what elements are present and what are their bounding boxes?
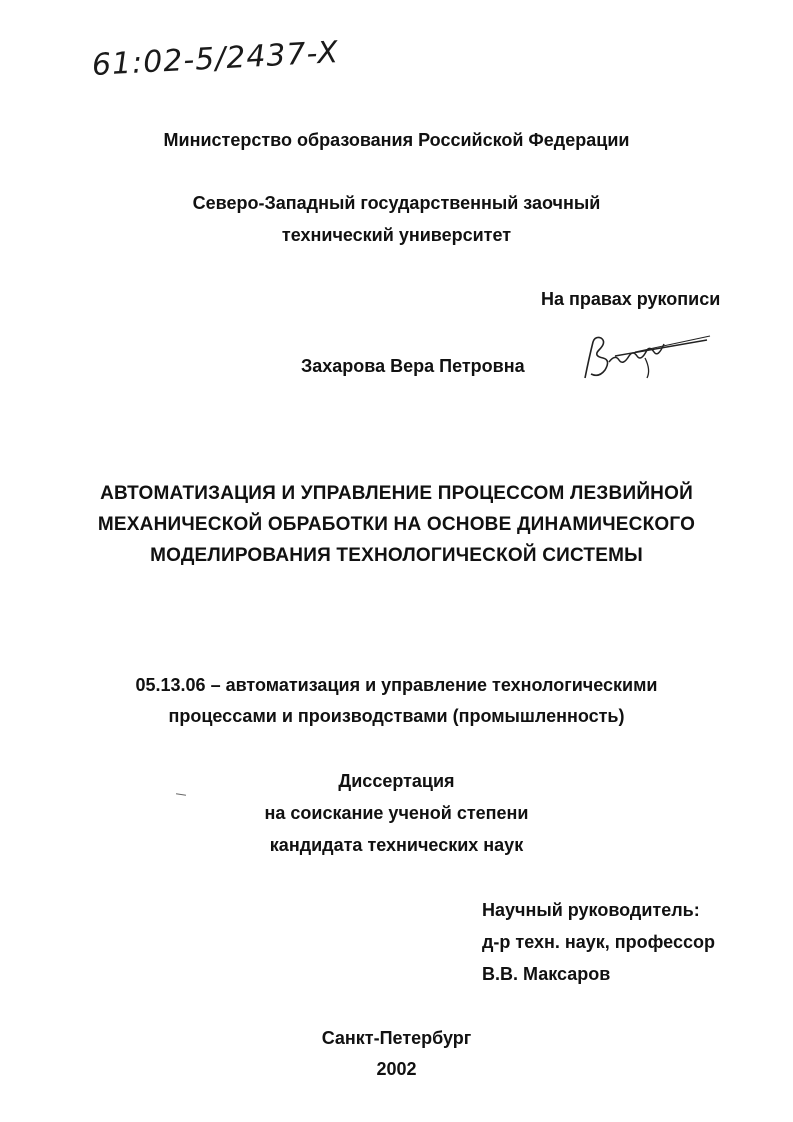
specialty-line2: процессами и производствами (промышленность): [168, 706, 625, 726]
dissertation-degree: кандидата технических наук: [269, 835, 524, 855]
thesis-title-line1: АВТОМАТИЗАЦИЯ И УПРАВЛЕНИЕ ПРОЦЕССОМ ЛЕЗВИЙНОЙ: [100, 483, 693, 504]
university-name-line1: Северо-Западный государственный заочный: [192, 193, 601, 213]
thesis-title-line3: МОДЕЛИРОВАНИЯ ТЕХНОЛОГИЧЕСКОЙ СИСТЕМЫ: [150, 545, 643, 566]
thesis-title-line2: МЕХАНИЧЕСКОЙ ОБРАБОТКИ НА ОСНОВЕ ДИНАМИЧЕСКОГО: [97, 514, 696, 535]
dissertation-purpose: на соискание ученой степени: [264, 803, 529, 823]
archive-number: 61:02-5/2437-X: [91, 35, 340, 83]
supervisor-degree: д-р техн. наук, профессор: [482, 932, 715, 952]
city: Санкт-Петербург: [321, 1028, 472, 1048]
supervisor-name: В.В. Максаров: [482, 964, 611, 984]
specialty-line1: 05.13.06 – автоматизация и управление технологическими: [135, 675, 658, 695]
scan-speck: [176, 793, 186, 795]
ministry-name: Министерство образования Российской Федерации: [163, 130, 630, 150]
dissertation-label: Диссертация: [338, 771, 455, 791]
signature-icon: [575, 328, 715, 388]
supervisor-label: Научный руководитель:: [482, 900, 700, 920]
manuscript-rights-label: На правах рукописи: [541, 289, 721, 309]
author-name: Захарова Вера Петровна: [301, 356, 525, 376]
university-name-line2: технический университет: [281, 225, 512, 245]
year: 2002: [376, 1059, 417, 1079]
